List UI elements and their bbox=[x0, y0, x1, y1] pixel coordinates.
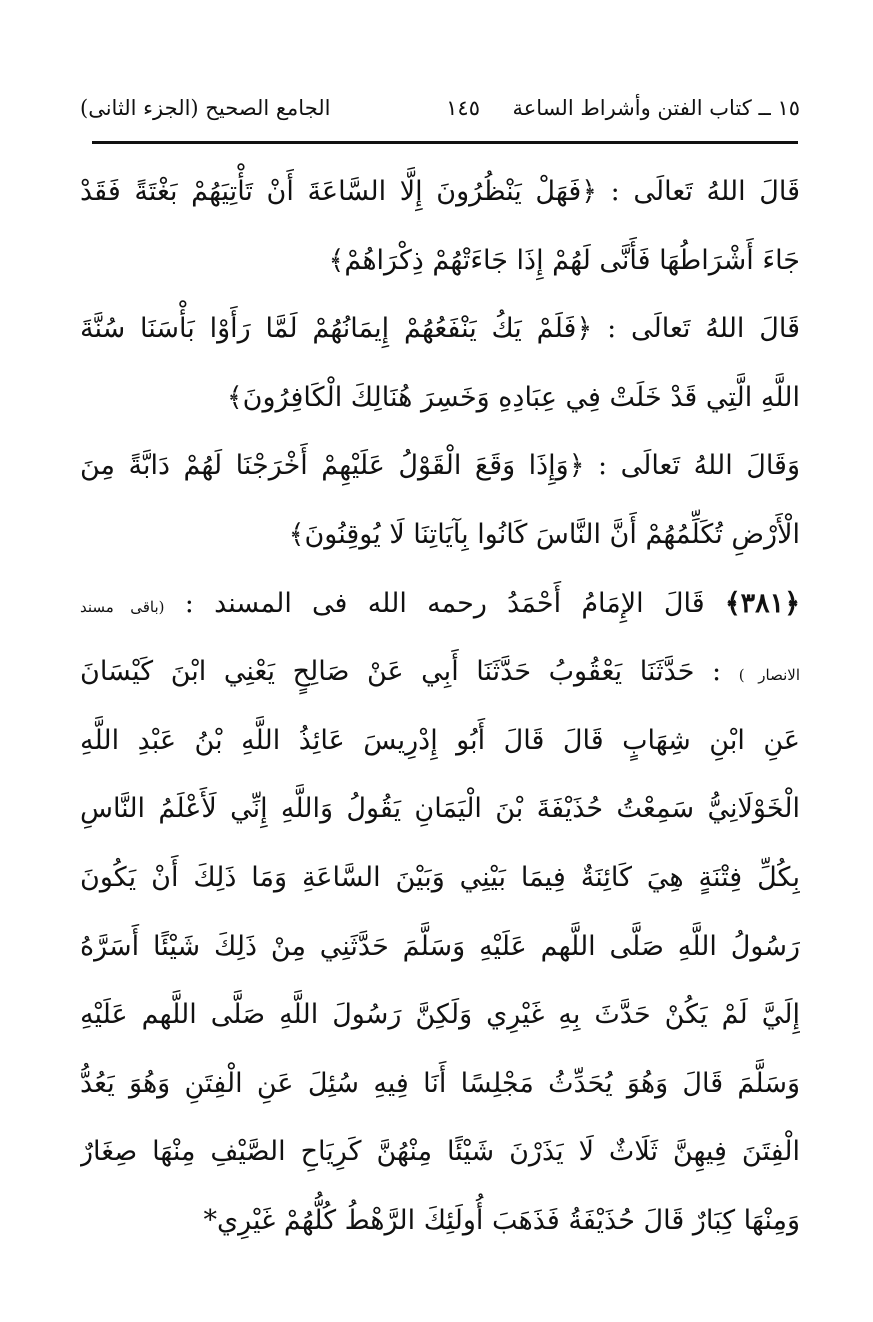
hadith-heading-line bbox=[80, 570, 800, 639]
running-header bbox=[80, 88, 800, 128]
header-chapter-title: ١٥ ــ كتاب الفتن وأشراط الساعة bbox=[512, 96, 800, 120]
line-text: الْخَوْلَانِيُّ سَمِعْتُ حُذَيْفَةَ بْنَ الْيَمَانِ يَقُولُ وَاللَّهِ إِنِّي لَأَعْلَمُ النَّاسِ bbox=[80, 793, 800, 825]
text-line bbox=[80, 1118, 800, 1187]
line-text: الْأَرْضِ تُكَلِّمُهُمْ أَنَّ النَّاسَ كَانُوا بِآيَاتِنَا لَا يُوقِنُونَ﴾ bbox=[288, 518, 800, 550]
line-text: الْفِتَنَ فِيهِنَّ ثَلَاثٌ لَا يَذَرْنَ شَيْئًا مِنْهُنَّ كَرِيَاحِ الصَّيْفِ مِنْهَا صِغَارٌ bbox=[80, 1136, 800, 1168]
line-text: جَاءَ أَشْرَاطُهَا فَأَنَّى لَهُمْ إِذَا جَاءَتْهُمْ ذِكْرَاهُمْ﴾ bbox=[328, 244, 800, 276]
text-line bbox=[80, 775, 800, 844]
page-number: ١٤٥ bbox=[446, 96, 480, 120]
text-line bbox=[80, 707, 800, 776]
line-text: قَالَ الإِمَامُ أَحْمَدُ رحمه الله فى المسند : bbox=[164, 587, 725, 619]
text-line bbox=[80, 501, 800, 570]
line-text: : حَدَّثَنَا يَعْقُوبُ حَدَّثَنَا أَبِي عَنْ صَالِحٍ يَعْنِي ابْنَ كَيْسَانَ bbox=[80, 656, 739, 688]
source-reference: الانصار ) bbox=[738, 666, 800, 685]
page-body bbox=[80, 158, 800, 1256]
source-reference: (باقى مسند bbox=[80, 597, 165, 616]
hadith-number: ﴿٣٨١﴾ bbox=[724, 587, 800, 619]
text-line bbox=[80, 1187, 800, 1256]
text-line bbox=[80, 432, 800, 501]
line-text: بِكُلِّ فِتْنَةٍ هِيَ كَائِنَةٌ فِيمَا بَيْنِي وَبَيْنَ السَّاعَةِ وَمَا ذَلِكَ أَنْ يَكُونَ bbox=[80, 861, 800, 893]
text-line bbox=[80, 227, 800, 296]
text-line bbox=[80, 364, 800, 433]
text-line bbox=[80, 844, 800, 913]
text-line bbox=[80, 981, 800, 1050]
line-text: وَقَالَ اللهُ تَعالَى : ﴿وَإِذَا وَقَعَ الْقَوْلُ عَلَيْهِمْ أَخْرَجْنَا لَهُمْ دَابَّةً مِنَ bbox=[80, 450, 800, 482]
line-text: وَسَلَّمَ قَالَ وَهُوَ يُحَدِّثُ مَجْلِسًا أَنَا فِيهِ سُئِلَ عَنِ الْفِتَنِ وَهُوَ يَعُدُّ bbox=[80, 1067, 800, 1099]
text-line bbox=[80, 1050, 800, 1119]
line-text: اللَّهِ الَّتِي قَدْ خَلَتْ فِي عِبَادِهِ وَخَسِرَ هُنَالِكَ الْكَافِرُونَ﴾ bbox=[226, 381, 800, 413]
line-text: إِلَيَّ لَمْ يَكُنْ حَدَّثَ بِهِ غَيْرِي وَلَكِنَّ رَسُولَ اللَّهِ صَلَّى اللَّهم عَلَيْهِ bbox=[80, 999, 800, 1031]
header-divider bbox=[92, 141, 798, 144]
line-text: رَسُولُ اللَّهِ صَلَّى اللَّهم عَلَيْهِ وَسَلَّمَ حَدَّثَنِي مِنْ ذَلِكَ شَيْئًا أَسَرَّهُ bbox=[80, 930, 800, 962]
line-text: عَنِ ابْنِ شِهَابٍ قَالَ قَالَ أَبُو إِدْرِيسَ عَائِذُ اللَّهِ بْنُ عَبْدِ اللَّهِ bbox=[80, 724, 800, 756]
text-line bbox=[80, 158, 800, 227]
text-line bbox=[80, 638, 800, 707]
header-book-title: الجامع الصحيح (الجزء الثانى) bbox=[80, 96, 331, 120]
line-text: وَمِنْهَا كِبَارٌ قَالَ حُذَيْفَةُ فَذَهَبَ أُولَئِكَ الرَّهْطُ كُلُّهُمْ غَيْرِي* bbox=[203, 1204, 800, 1236]
line-text: قَالَ اللهُ تَعالَى : ﴿فَهَلْ يَنْظُرُونَ إِلَّا السَّاعَةَ أَنْ تَأْتِيَهُمْ بَغْتَةً فَقَدْ bbox=[80, 176, 800, 207]
text-line bbox=[80, 295, 800, 364]
line-text: قَالَ اللهُ تَعالَى : ﴿فَلَمْ يَكُ يَنْفَعُهُمْ إِيمَانُهُمْ لَمَّا رَأَوْا بَأْسَنَا سُنَّةَ bbox=[80, 313, 800, 345]
text-line bbox=[80, 913, 800, 982]
